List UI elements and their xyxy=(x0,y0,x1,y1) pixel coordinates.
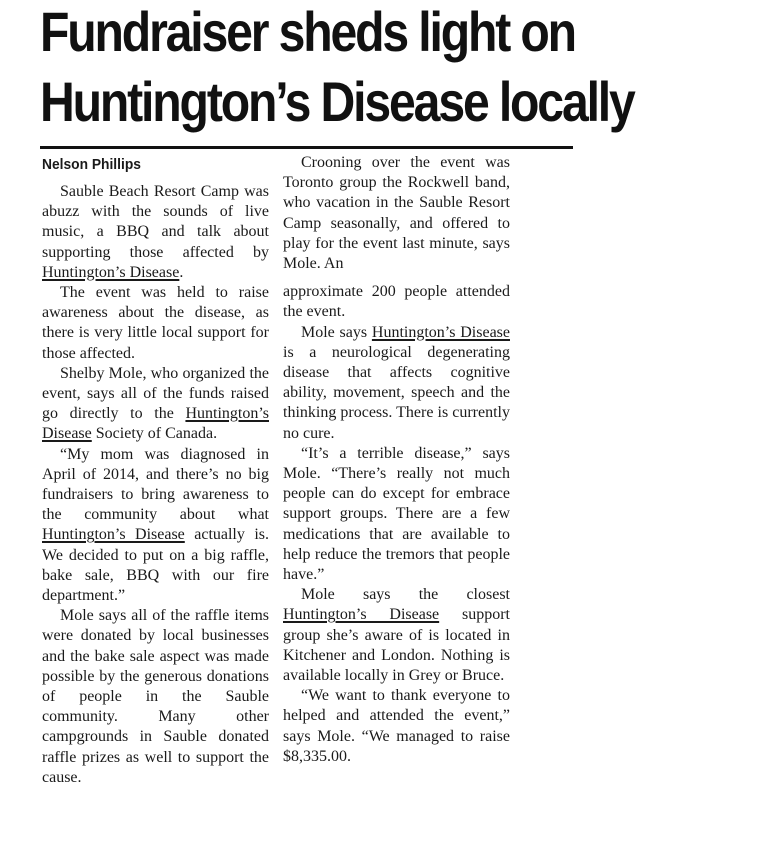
article-headline xyxy=(40,0,664,134)
huntingtons-disease-link[interactable]: Huntington’s Disease xyxy=(42,405,269,443)
headline-line-1: Fundraiser sheds light on xyxy=(40,0,575,63)
huntingtons-disease-link[interactable]: Huntington’s Disease xyxy=(371,323,510,341)
paragraph: approximate 200 people attended the event. xyxy=(283,283,510,321)
huntingtons-disease-link[interactable]: Huntington’s Disease xyxy=(283,606,440,624)
paragraph: Mole says the closest Huntington’s Disease support group she’s aware of is located in Kitchener and London. Nothing is available locally in Grey or Bruce. xyxy=(283,586,510,685)
paragraph: “We want to thank everyone to helped and attended the event,” says Mole. “We managed to raise $8,335.00. xyxy=(283,687,510,765)
huntingtons-disease-link[interactable]: Huntington’s Disease xyxy=(42,263,180,281)
paragraph: Crooning over the event was Toronto group the Rockwell band, who vacation in the Sauble Resort Camp seasonally, and offered to play for the event last minute, says Mole. An xyxy=(283,154,510,273)
paragraph: “My mom was diagnosed in April of 2014, and there’s no big fundraisers to bring awareness to the community about what Huntington’s Disease actually is. We decided to put on a big raffle, bake sale, BBQ with our fire department.” xyxy=(42,445,269,605)
paragraph: Mole says Huntington’s Disease is a neurological degenerating disease that affects cognitive ability, movement, speech and the thinking process. There is currently no cure. xyxy=(283,323,510,442)
paragraph: “It’s a terrible disease,” says Mole. “There’s really not much people can do except for embrace support groups. There are a few medications that are available to help reduce the tremors that people have.” xyxy=(283,444,510,584)
article-column-2 xyxy=(283,153,510,767)
paragraph: Shelby Mole, who organized the event, says all of the funds raised go directly to the Huntington’s Disease Society of Canada. xyxy=(42,364,269,443)
paragraph: The event was held to raise awareness about the disease, as there is very little local support for those affected. xyxy=(42,284,269,362)
byline: Nelson Phillips xyxy=(42,156,141,173)
headline-rule xyxy=(40,146,573,149)
headline-line-2: Huntington’s Disease locally xyxy=(40,70,634,133)
huntingtons-disease-link[interactable]: Huntington’s Disease xyxy=(42,526,185,544)
article-column-1 xyxy=(42,182,269,788)
paragraph: Sauble Beach Resort Camp was abuzz with the sounds of live music, a BBQ and talk about supporting those affected by Huntington’s Disease. xyxy=(42,183,269,281)
paragraph: Mole says all of the raffle items were donated by local businesses and the bake sale aspect was made possible by the generous donations of people in the Sauble community. Many other campgrounds in Sauble donated raffle prizes as well to support the cause. xyxy=(42,607,269,786)
